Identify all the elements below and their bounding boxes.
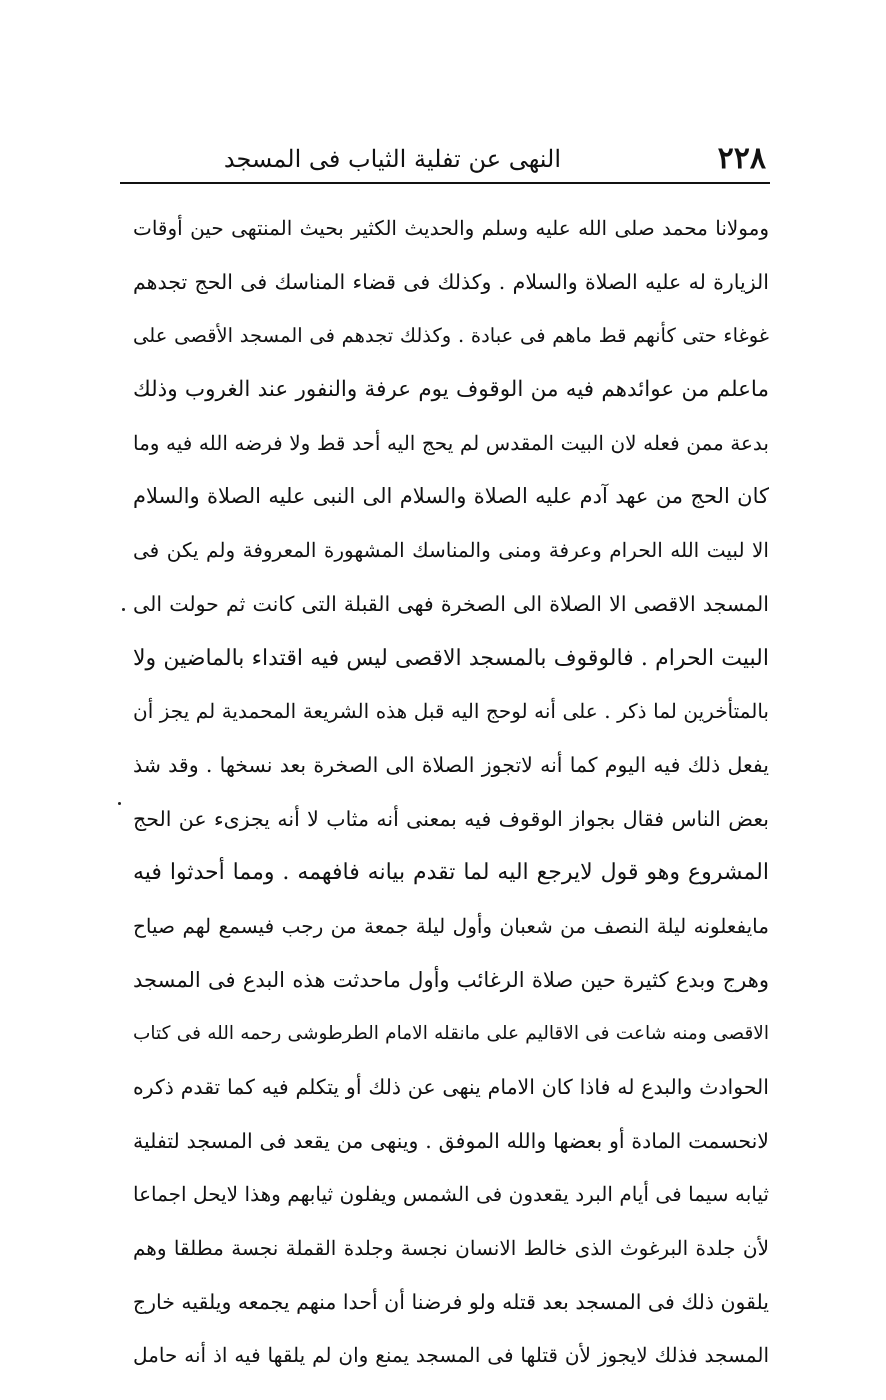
page-number: ٢٢٨: [717, 141, 766, 176]
page-header: [122, 140, 766, 180]
header-rule: [120, 182, 770, 184]
text-line: المشروع وهو قول لايرجع اليه لما تقدم بيانه فافهمه . ومما أحدثوا فيه: [133, 860, 769, 886]
text-line: يلقون ذلك فى المسجد بعد قتله ولو فرضنا أن أحدا منهم يجمعه ويلقيه خارج: [133, 1289, 769, 1314]
text-line: الاقصى ومنه شاعت فى الاقاليم على مانقله الامام الطرطوشى رحمه الله فى كتاب: [133, 1023, 769, 1045]
text-line: لانحسمت المادة أو بعضها والله الموفق . وينهى من يقعد فى المسجد لتفلية: [133, 1128, 769, 1153]
body-text: [133, 202, 769, 1383]
text-line: الزيارة له عليه الصلاة والسلام . وكذلك فى قضاء المناسك فى الحج تجدهم: [133, 269, 769, 294]
text-line: وهرج وبدع كثيرة حين صلاة الرغائب وأول ماحدثت هذه البدع فى المسجد: [133, 967, 769, 992]
text-line: ماعلم من عوائدهم فيه من الوقوف يوم عرفة والنفور عند الغروب وذلك: [133, 377, 769, 403]
text-line: الا لبيت الله الحرام وعرفة ومنى والمناسك المشهورة المعروفة ولم يكن فى: [133, 538, 769, 563]
text-line: الحوادث والبدع له فاذا كان الامام ينهى عن ذلك أو يتكلم فيه كما تقدم ذكره: [133, 1075, 769, 1099]
text-line: كان الحج من عهد آدم عليه الصلاة والسلام الى النبى عليه الصلاة والسلام: [133, 484, 769, 509]
text-line: بالمتأخرين لما ذكر . على أنه لوحج اليه قبل هذه الشريعة المحمدية لم يجز أن: [133, 699, 769, 724]
text-line: لأن جلدة البرغوث الذى خالط الانسان نجسة وجلدة القملة نجسة مطلقا وهم: [133, 1236, 769, 1261]
text-line: بدعة ممن فعله لان البيت المقدس لم يحج اليه أحد قط ولا فرضه الله فيه وما: [133, 430, 769, 455]
text-line: ثيابه سيما فى أيام البرد يقعدون فى الشمس ويفلون ثيابهم وهذا لايحل اجماعا: [133, 1182, 769, 1207]
text-line: المسجد الاقصى الا الصلاة الى الصخرة فهى القبلة التى كانت ثم حولت الى: [133, 591, 769, 616]
text-line: المسجد فذلك لايجوز لأن قتلها فى المسجد يمنع وان لم يلقها فيه اذ أنه حامل: [133, 1343, 769, 1368]
text-line: مايفعلونه ليلة النصف من شعبان وأول ليلة جمعة من رجب فيسمع لهم صياح: [133, 913, 769, 938]
text-line: يفعل ذلك فيه اليوم كما أنه لاتجوز الصلاة الى الصخرة بعد نسخها . وقد شذ: [133, 752, 769, 777]
text-line: بعض الناس فقال بجواز الوقوف فيه بمعنى أنه مثاب لا أنه يجزىء عن الحج: [133, 806, 769, 831]
text-line: غوغاء حتى كأنهم قط ماهم فى عبادة . وكذلك تجدهم فى المسجد الأقصى على: [133, 324, 769, 348]
running-title: النهى عن تفلية الثياب فى المسجد: [223, 145, 561, 173]
text-line: البيت الحرام . فالوقوف بالمسجد الاقصى ليس فيه اقتداء بالماضين ولا: [133, 645, 769, 671]
scan-speck: [118, 802, 121, 805]
text-line: ومولانا محمد صلى الله عليه وسلم والحديث الكثير بحيث المنتهى حين أوقات: [133, 216, 769, 240]
scan-speck: [122, 608, 125, 611]
